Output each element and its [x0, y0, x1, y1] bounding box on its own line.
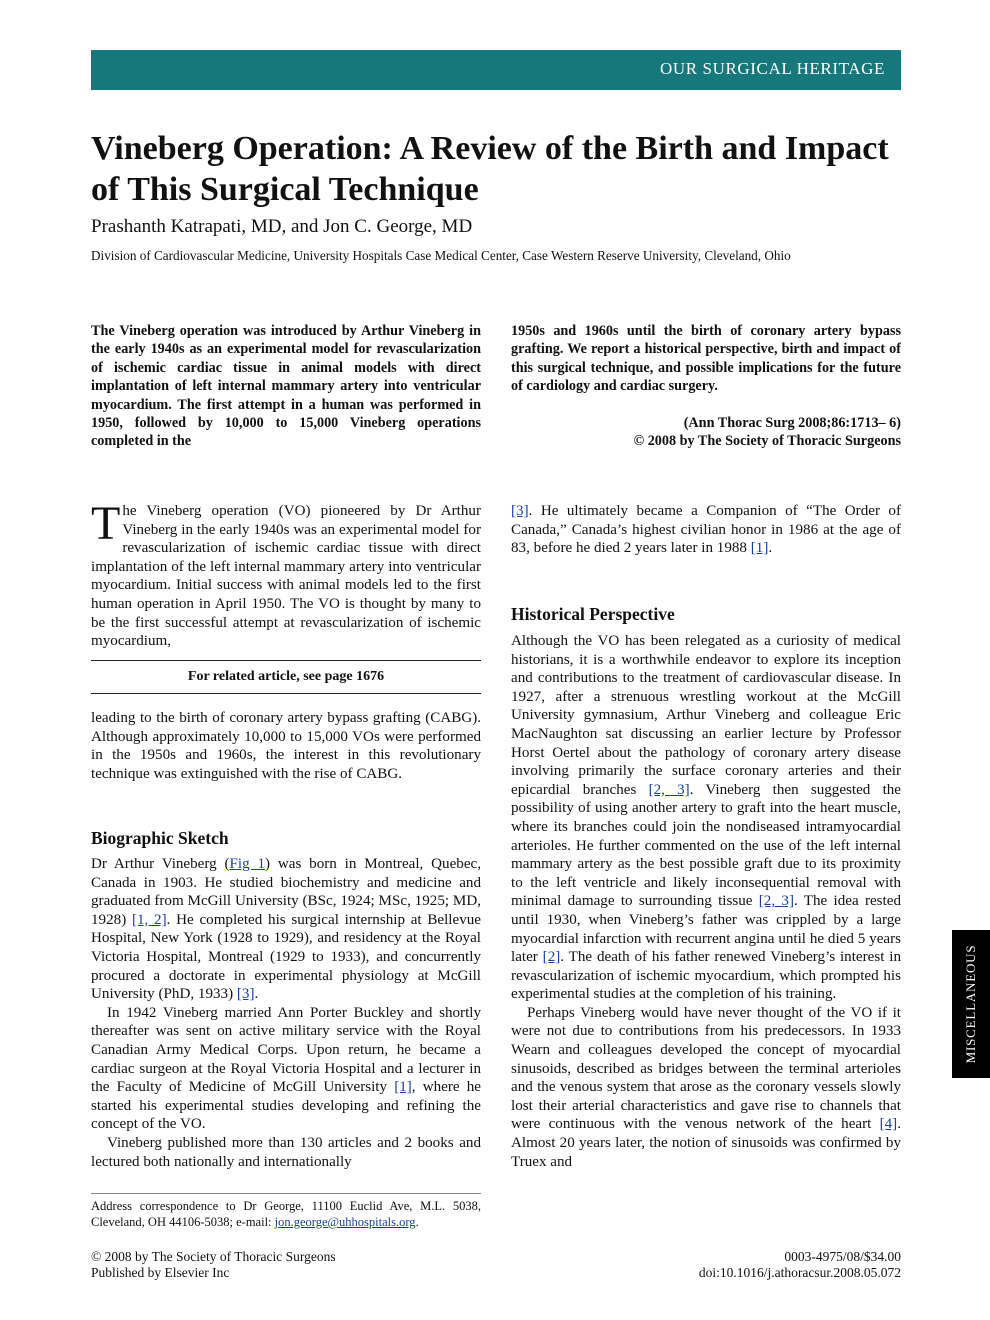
- section-side-tab: [952, 930, 990, 1078]
- abstract-right: 1950s and 1960s until the birth of coronary artery bypass grafting. We report a historical perspective, birth and impact of this surgical technique, and possible implications for the future of cardiology and cardiac surgery.: [511, 323, 901, 395]
- correspondence-footnote: Address correspondence to Dr George, 11100 Euclid Ave, M.L. 5038, Cleveland, OH 44106-5038; e-mail: jon.george@uhhospitals.org.: [91, 1193, 481, 1230]
- intro-continued: [91, 709, 481, 783]
- history-section: [511, 632, 901, 1171]
- email-link[interactable]: jon.george@uhhospitals.org: [274, 1215, 416, 1229]
- ref-1b[interactable]: [1]: [750, 540, 769, 557]
- intro-paragraph-2: leading to the birth of coronary artery bypass grafting (CABG). Although approximately 10,000 to 15,000 VOs were performed in the 1950s and 1960s, the interest in this revolutionary technique was extinguished with the rise of CABG.: [91, 710, 481, 782]
- section-label: OUR SURGICAL HERITAGE: [660, 59, 885, 78]
- bio-paragraph-3-end: [3]. He ultimately became a Companion of “The Order of Canada,” Canada’s highest civilian honor in 1986 at the age of 83, before he died 2 years later in 1988 [1].: [511, 503, 901, 557]
- article-authors: Prashanth Katrapati, MD, and Jon C. George, MD: [91, 216, 473, 237]
- bio-section: [91, 855, 481, 1172]
- ref-1-2[interactable]: [1, 2]: [131, 911, 167, 928]
- section-banner: [91, 50, 901, 90]
- ref-3b[interactable]: [3]: [511, 503, 529, 519]
- bio-paragraph-3-start: Vineberg published more than 130 articles and 2 books and lectured both nationally and internationally: [91, 1134, 481, 1170]
- ref-2-3b[interactable]: [2, 3]: [758, 893, 794, 910]
- ref-fig-1[interactable]: Fig 1: [229, 856, 266, 872]
- intro-text: he Vineberg operation (VO) pioneered by Dr Arthur Vineberg in the early 1940s was an experimental model for revascularization of ischemic cardiac tissue with direct implantation of the left internal mammary artery into ventricular myocardium. Initial success with animal models led to the first human operation in April 1950. The VO is thought by many to be the first successful attempt at revascularization of ischemic myocardium,: [91, 503, 481, 650]
- bio-paragraph-2: In 1942 Vineberg married Ann Porter Buckley and shortly thereafter was sent on active military service with the Royal Canadian Army Medical Corps. Upon return, he became a cardiac surgeon at the Royal Victoria Hospital and a lecturer in the Faculty of Medicine of McGill University [1], where he started his experimental studies developing and refining the concept of the VO.: [91, 1004, 481, 1133]
- related-article-link[interactable]: For related article, see page 1676: [187, 669, 385, 684]
- footer-issn: 0003-4975/08/$34.00: [784, 1249, 901, 1264]
- abstract-copyright: © 2008 by The Society of Thoracic Surgeons: [633, 433, 901, 450]
- history-paragraph-1: Although the VO has been relegated as a curiosity of medical historians, it is a worthwhile endeavor to explore its inception and contributions to the treatment of cardiovascular disease. In 1927, after a strenuous wrestling workout at the McGill University gymnasium, Arthur Vineberg and colleague Eric MacNaughton sat discussing an earlier lecture by Professor Horst Oertel about the pathology of coronary artery disease involving primarily the surface coronary arteries and their epicardial branches [2, 3]. Vineberg then suggested the possibility of using another artery to graft into the heart muscle, where its branches could join the nondiseased intramyocardial arterioles. He further commented on the use of the left internal mammary artery as the best possible graft due to its proximity to the left ventricle and likely inconsequential removal with minimal damage to surrounding tissue [2, 3]. The idea rested until 1930, when Vineberg’s father was crippled by a large myocardial infarction with recurrent angina until he died 5 years later [2]. The death of his father renewed Vineberg’s interest in revascularization of ischemic myocardium, which prompted his experimental studies at the completion of his training.: [511, 633, 902, 1003]
- journal-citation: (Ann Thorac Surg 2008;86:1713– 6): [683, 415, 901, 431]
- footer-left: [91, 1249, 336, 1281]
- intro-paragraph: [91, 497, 481, 651]
- ref-2-3[interactable]: [2, 3]: [648, 781, 690, 798]
- intro-block: [91, 497, 481, 651]
- bio-paragraph-1: Dr Arthur Vineberg (Fig 1) was born in Montreal, Quebec, Canada in 1903. He studied biochemistry and medicine and graduated from McGill University (BSc, 1924; MSc, 1925; MD, 1928) [1, 2]. He completed his surgical internship at Bellevue Hospital, New York (1928 to 1929), and residency at the Royal Victoria Hospital, Montreal (1929 to 1933), and concurrently procured a doctorate in experimental physiology at McGill University (PhD, 1933) [3].: [91, 856, 481, 1003]
- bio-continued: [511, 502, 901, 558]
- article-title: Vineberg Operation: A Review of the Birth and Impact of This Surgical Technique: [91, 130, 889, 208]
- drop-cap: T: [91, 497, 121, 550]
- ref-1[interactable]: [1]: [394, 1079, 412, 1096]
- abstract-left: The Vineberg operation was introduced by Arthur Vineberg in the early 1940s as an experimental model for revascularization of ischemic cardiac tissue in animal models with direct implantation of left internal mammary artery into ventricular myocardium. The first attempt in a human was performed in 1950, followed by 10,000 to 15,000 Vineberg operations completed in the: [91, 323, 481, 450]
- history-heading: Historical Perspective: [511, 604, 675, 624]
- citation-block: [511, 414, 901, 451]
- article-affiliation: Division of Cardiovascular Medicine, University Hospitals Case Medical Center, Case Western Reserve University, Cleveland, Ohio: [91, 248, 791, 263]
- footer-publisher: Published by Elsevier Inc: [91, 1265, 230, 1280]
- related-article-box[interactable]: [91, 660, 481, 694]
- ref-4[interactable]: [4]: [879, 1116, 898, 1133]
- footer-right: [699, 1249, 901, 1281]
- ref-2[interactable]: [2]: [542, 949, 561, 966]
- bio-heading: Biographic Sketch: [91, 828, 229, 848]
- side-tab-label: MISCELLANEOUS: [963, 944, 978, 1064]
- footer-doi: doi:10.1016/j.athoracsur.2008.05.072: [698, 1265, 901, 1280]
- ref-3[interactable]: [3]: [236, 986, 255, 1003]
- footer-copyright: © 2008 by The Society of Thoracic Surgeons: [91, 1249, 336, 1264]
- history-paragraph-2: Perhaps Vineberg would have never thought of the VO if it were not due to contributions from his predecessors. In 1933 Wearn and colleagues developed the concept of myocardial sinusoids, described as bridges between the terminal arterioles and the venous system that arose as the coronary vessels slowly lost their arterial characteristics and gave rise to channels that were continuous with the venous network of the heart [4]. Almost 20 years later, the notion of sinusoids was confirmed by Truex and: [511, 1004, 901, 1170]
